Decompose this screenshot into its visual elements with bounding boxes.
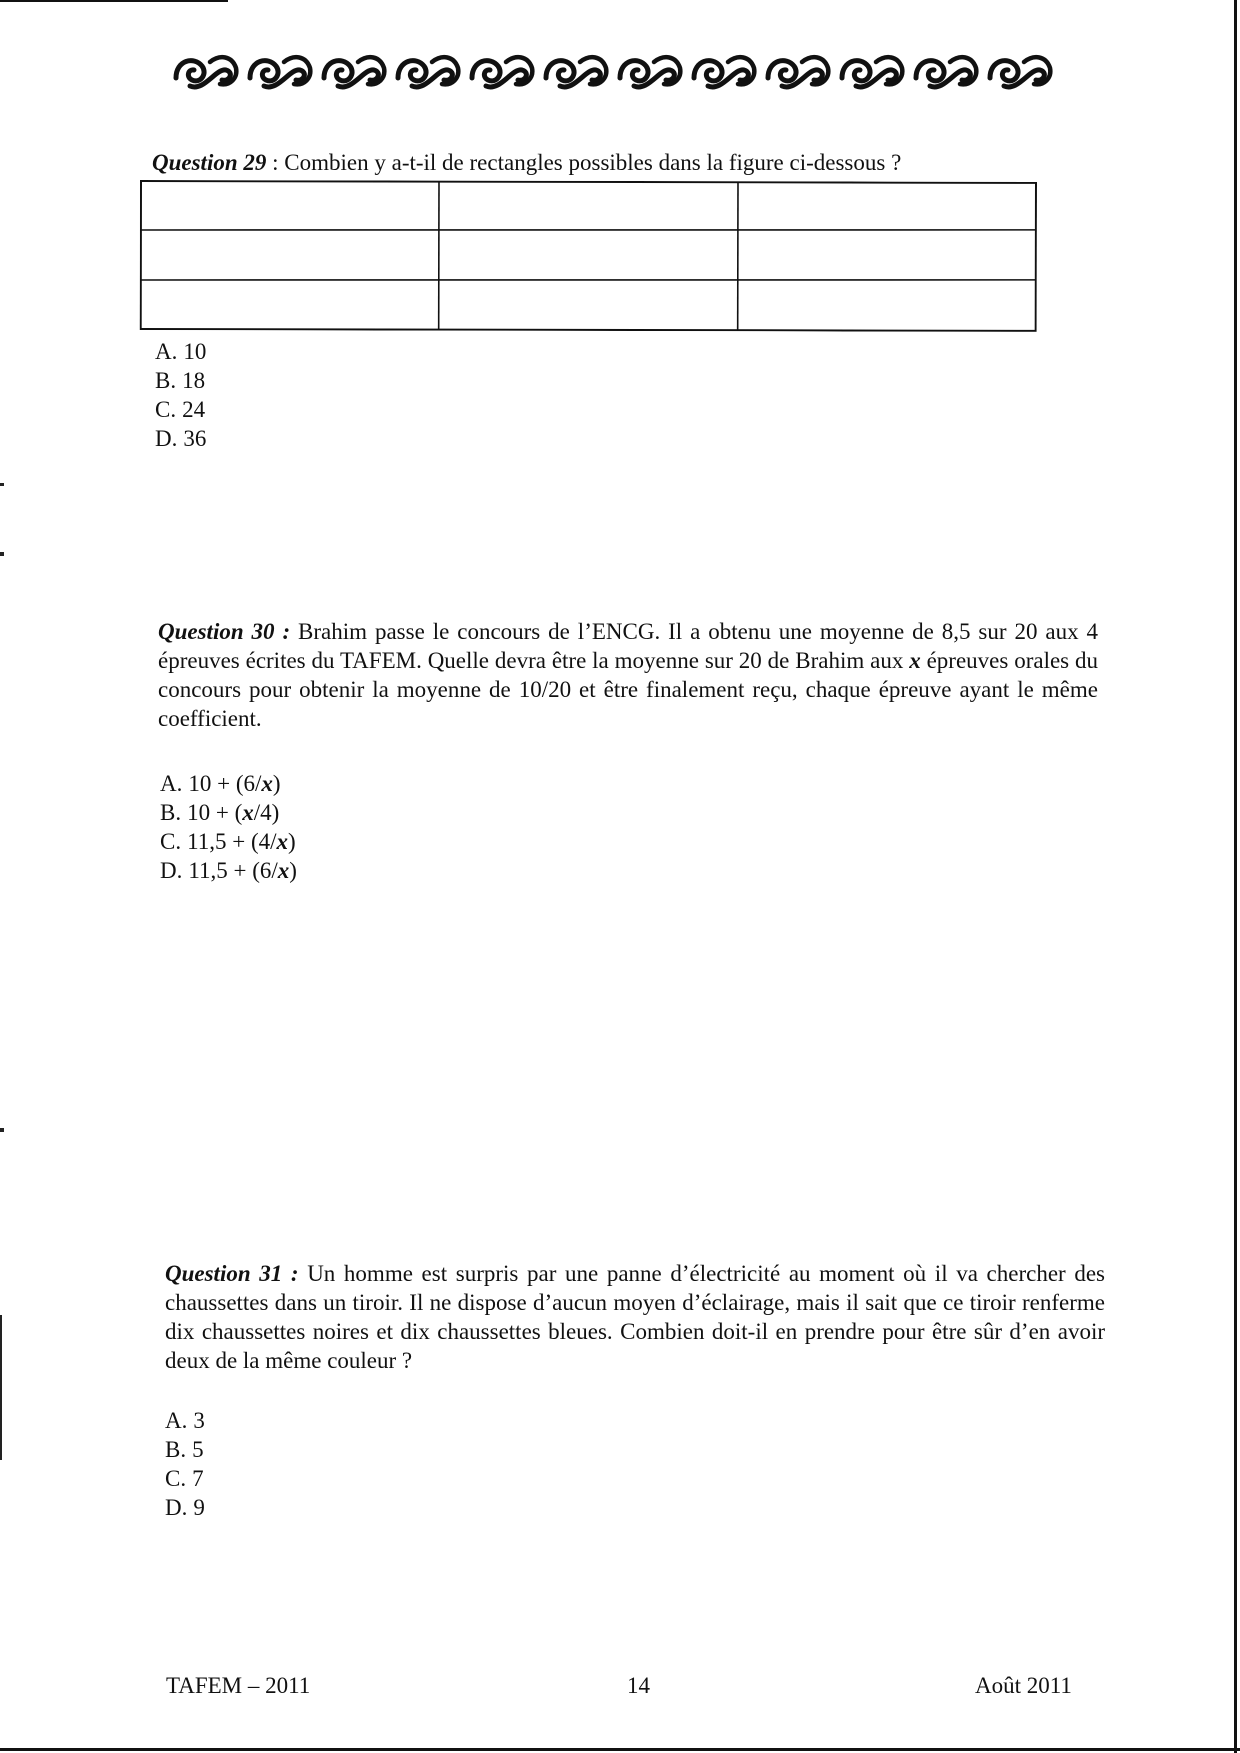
answer-option — [160, 856, 297, 885]
option-value: 36 — [183, 426, 207, 451]
question-31-label: Question 31 : — [165, 1261, 299, 1286]
option-value: 5 — [192, 1437, 204, 1462]
option-value: 10 + ( — [187, 800, 243, 825]
answer-option — [155, 424, 206, 453]
option-value-end: ) — [288, 829, 296, 854]
option-letter: B. — [165, 1437, 187, 1462]
scan-mark — [0, 1315, 2, 1460]
grid-horizontal-line — [141, 228, 1036, 232]
option-value: 18 — [182, 368, 206, 393]
answer-option — [160, 827, 297, 856]
option-value-end: ) — [289, 858, 297, 883]
scan-border-bottom — [0, 1748, 1240, 1751]
option-letter: D. — [165, 1495, 188, 1520]
question-30-text: Brahim passe le concours de l’ENCG. Il a obtenu une moyenne de 8,5 sur 20 aux 4 épreuves écrites du TAFEM. Quelle devra être la moyenne sur 20 de Brahim aux — [158, 619, 1098, 673]
footer-page-number: 14 — [627, 1673, 650, 1698]
option-letter: A. — [165, 1408, 188, 1433]
scan-border-right — [1234, 0, 1237, 1753]
option-value: 10 — [183, 339, 207, 364]
option-value: 7 — [192, 1466, 204, 1491]
answer-option — [155, 395, 206, 424]
answer-option — [155, 366, 206, 395]
question-29-text: : Combien y a-t-il de rectangles possibles dans la figure ci-dessous ? — [266, 150, 902, 175]
question-31-text: Un homme est surpris par une panne d’électricité au moment où il va chercher des chaussettes dans un tiroir. Il ne dispose d’aucun moyen d’éclairage, mais il sait que ce tiroir renferme dix chaussettes noires et dix chaussettes bleues. Combien doit-il en prendre pour être sûr d’en avoir deux de la même couleur ? — [165, 1261, 1105, 1373]
option-variable: x — [276, 829, 289, 854]
scan-border-top — [0, 0, 228, 2]
answer-option — [160, 769, 297, 798]
answer-option — [155, 337, 206, 366]
answer-option — [165, 1464, 205, 1493]
question-30-label: Question 30 : — [158, 619, 291, 644]
answer-option — [165, 1493, 205, 1522]
question-30 — [158, 617, 1098, 733]
scan-mark — [0, 483, 4, 486]
question-29-label: Question 29 — [152, 150, 267, 175]
option-value: 10 + (6/ — [188, 771, 262, 796]
option-value: 11,5 + (4/ — [187, 829, 277, 854]
option-value-end: ) — [272, 771, 281, 796]
question-30-text-end: épreuves orales du concours pour obtenir la moyenne de 10/20 et être finalement reçu, chaque épreuve ayant le même coefficient. — [158, 648, 1098, 731]
option-letter: D. — [160, 858, 183, 883]
question-31-options — [165, 1406, 205, 1522]
option-letter: B. — [160, 800, 182, 825]
grid-outer-border — [141, 181, 1036, 331]
question-30-variable: x — [909, 648, 921, 673]
footer-date: Août 2011 — [975, 1673, 1072, 1698]
option-variable: x — [242, 800, 254, 825]
option-letter: C. — [165, 1466, 187, 1491]
option-value: 3 — [193, 1408, 205, 1433]
rectangle-grid-figure — [140, 180, 1037, 332]
answer-option — [165, 1406, 205, 1435]
question-30-options — [160, 769, 297, 885]
option-value: 24 — [182, 397, 206, 422]
option-value-end: /4) — [253, 800, 280, 825]
option-letter: D. — [155, 426, 178, 451]
option-letter: B. — [155, 368, 177, 393]
option-value: 11,5 + (6/ — [188, 858, 278, 883]
footer-exam-name: TAFEM – 2011 — [166, 1673, 311, 1698]
scan-mark — [0, 1128, 4, 1132]
option-variable: x — [261, 771, 273, 796]
answer-option — [165, 1435, 205, 1464]
option-letter: C. — [160, 829, 182, 854]
option-value: 9 — [193, 1495, 205, 1520]
question-29-options — [155, 337, 206, 453]
grid-horizontal-line — [141, 278, 1036, 282]
scan-mark — [0, 552, 4, 556]
option-variable: x — [277, 858, 290, 883]
option-letter: A. — [160, 771, 183, 796]
question-29 — [152, 148, 901, 177]
option-letter: A. — [155, 339, 178, 364]
decorative-ornament-border — [170, 48, 1065, 100]
answer-option — [160, 798, 297, 827]
option-letter: C. — [155, 397, 177, 422]
question-31 — [165, 1259, 1105, 1375]
